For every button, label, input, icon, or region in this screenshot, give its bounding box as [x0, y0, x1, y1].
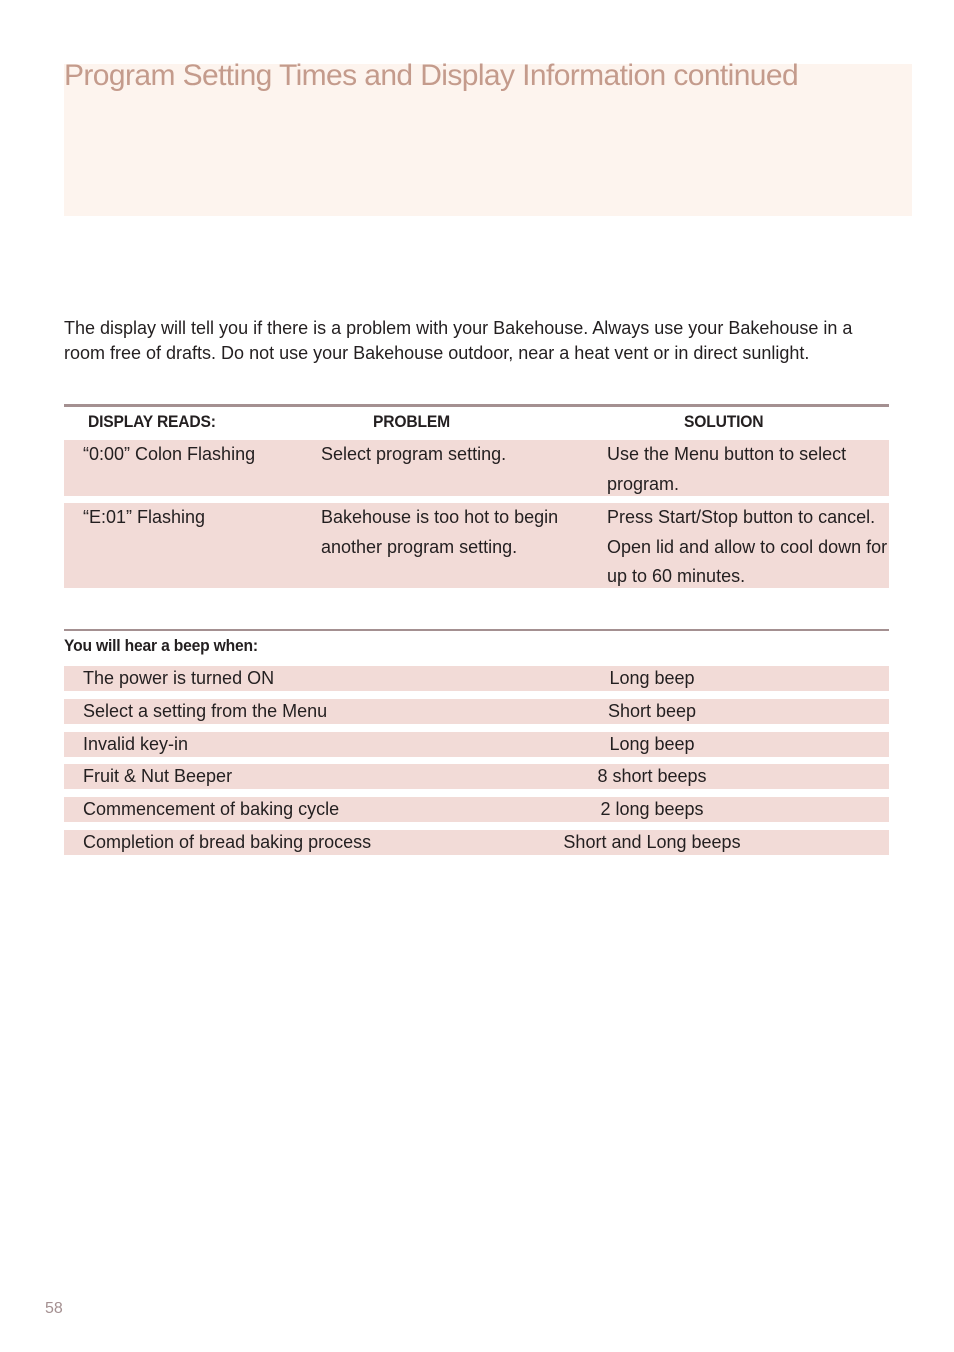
beep-event: Completion of bread baking process — [83, 832, 372, 852]
display-reads-cell: “E:01” Flashing — [83, 507, 206, 527]
beep-sound: Short beep — [607, 701, 697, 721]
header-display-reads: DISPLAY READS: — [88, 412, 216, 431]
beep-event: Invalid key-in — [83, 734, 189, 754]
display-reads-cell: “0:00” Colon Flashing — [83, 444, 256, 464]
beep-event: Fruit & Nut Beeper — [83, 766, 233, 786]
beep-event: Select a setting from the Menu — [83, 701, 328, 721]
beep-row — [64, 666, 889, 691]
beep-sound: 2 long beeps — [600, 799, 704, 819]
beep-sound: Long beep — [609, 668, 695, 688]
solution-cell: Press Start/Stop button to cancel. Open lid and allow to cool down for up to 60 minutes. — [607, 507, 888, 586]
beep-row — [64, 699, 889, 724]
problem-cell: Select program setting. — [321, 444, 507, 464]
beep-event: Commencement of baking cycle — [83, 799, 340, 819]
beep-sound: Short and Long beeps — [563, 832, 741, 852]
beep-row — [64, 830, 889, 855]
header-problem: PROBLEM — [373, 412, 450, 431]
page-title: Program Setting Times and Display Information continued — [64, 59, 799, 92]
problem-cell: Bakehouse is too hot to begin another program setting. — [321, 507, 559, 557]
table-row — [64, 503, 889, 588]
solution-cell: Use the Menu button to select program. — [607, 444, 847, 494]
beep-sound: 8 short beeps — [597, 766, 707, 786]
beep-row — [64, 732, 889, 757]
beep-sound: Long beep — [609, 734, 695, 754]
header-solution: SOLUTION — [684, 412, 764, 431]
table-row — [64, 440, 889, 496]
beep-event: The power is turned ON — [83, 668, 275, 688]
intro-paragraph: The display will tell you if there is a problem with your Bakehouse. Always use your Bakehouse in a room free of drafts. Do not use your Bakehouse outdoor, near a heat vent or in direct sunlight. — [64, 318, 853, 363]
beep-table-heading: You will hear a beep when: — [64, 636, 258, 655]
page-number: 58 — [45, 1300, 63, 1317]
beep-row — [64, 797, 889, 822]
beep-row — [64, 764, 889, 789]
table-top-rule — [64, 404, 889, 407]
beep-table-rule — [64, 629, 889, 631]
